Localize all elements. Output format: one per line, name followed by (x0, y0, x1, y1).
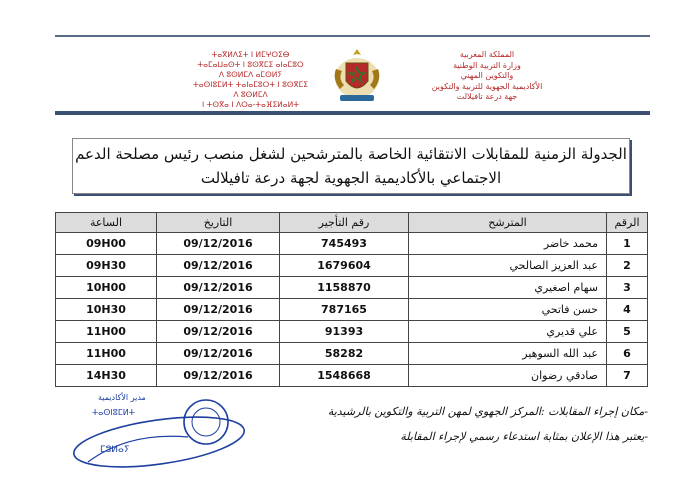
row-number: 1 (607, 233, 648, 255)
payroll-id: 91393 (280, 321, 409, 343)
title-line-2: الاجتماعي بالأكاديمية الجهوية لجهة درعة تافيلالت (200, 169, 502, 187)
payroll-id: 1548668 (280, 365, 409, 387)
candidate-name: عبد الله السوهير (409, 343, 607, 365)
interview-time: 10H30 (56, 299, 157, 321)
payroll-id: 787165 (280, 299, 409, 321)
table-row (56, 255, 648, 277)
row-number: 2 (607, 255, 648, 277)
stamp-signature: ⵎⵓⵍⴰⵢ (100, 445, 130, 455)
column-header-number: الرقم (607, 213, 648, 233)
table-header-row (56, 213, 648, 233)
table-row (56, 343, 648, 365)
interview-date: 09/12/2016 (157, 365, 280, 387)
note-official-invitation: -يعتبر هذا الإعلان بمثابة استدعاء رسمي لإجراء المقابلة (400, 430, 648, 443)
document-title (72, 138, 630, 194)
org-line: المملكة المغربية (459, 50, 515, 59)
column-header-payroll-id: رقم التأجير (280, 213, 409, 233)
payroll-id: 1158870 (280, 277, 409, 299)
interview-time: 14H30 (56, 365, 157, 387)
letterhead-arabic (392, 50, 582, 103)
row-number: 4 (607, 299, 648, 321)
letterhead-tifinagh: ⵜⴰⴳⵍⴷⵉⵜ ⵏ ⵍⵎⵖⵔⵉⴱ ⵜⴰⵎⴰⵡⴰⵙⵜ ⵏ ⵓⵙⴳⵎⵉ ⴰⵏⴰⵎⵓⵔ ⴷ ⵓⵙⵍⵎⴷ ⴰⵎⵙⵍⵢ ⵜⴰⵙⵏⵓⵎⵍⵜ ⵜⴰⵏⴰⵎⵓⵔⵜ ⵏ ⵓⵙⴳⵎⵉ ⴷ ⵓⵙⵍⵎⴷ ⵏ ⵜⵙⴳⴰ ⵏ ⴷⵔⴰ-ⵜⴰⴼⵉⵍⴰⵍⵜ (192, 50, 308, 109)
interview-date: 09/12/2016 (157, 299, 280, 321)
org-line: والتكوين المهني (460, 71, 514, 80)
stamp-tifinagh: ⵜⴰⵙⵏⵓⵎⵍⵜ (92, 408, 135, 417)
interview-time: 10H00 (56, 277, 157, 299)
row-number: 3 (607, 277, 648, 299)
interview-date: 09/12/2016 (157, 321, 280, 343)
column-header-candidate: المترشح (409, 213, 607, 233)
column-header-time: الساعة (56, 213, 157, 233)
interview-schedule-table (55, 212, 648, 387)
table-row (56, 277, 648, 299)
candidate-name: عبد العزيز الصالحي (409, 255, 607, 277)
org-line: الأكاديمية الجهوية للتربية والتكوين (431, 81, 543, 91)
interview-date: 09/12/2016 (157, 277, 280, 299)
row-number: 5 (607, 321, 648, 343)
table-row (56, 365, 648, 387)
official-stamp-icon (68, 392, 250, 478)
row-number: 6 (607, 343, 648, 365)
column-header-date: التاريخ (157, 213, 280, 233)
stamp-title: مدير الأكاديمية (98, 393, 146, 402)
interview-date: 09/12/2016 (157, 233, 280, 255)
title-line-1: الجدولة الزمنية للمقابلات الانتقائية الخاصة بالمترشحين لشغل منصب رئيس مصلحة الدعم (75, 145, 627, 163)
interview-date: 09/12/2016 (157, 255, 280, 277)
candidate-name: سهام اصغيري (409, 277, 607, 299)
table-row (56, 321, 648, 343)
interview-time: 11H00 (56, 321, 157, 343)
org-line: وزارة التربية الوطنية (453, 60, 521, 70)
note-interview-location: -مكان إجراء المقابلات :المركز الجهوي لمهن التربية والتكوين بالرشيدية (327, 405, 648, 418)
row-number: 7 (607, 365, 648, 387)
table-row (56, 299, 648, 321)
payroll-id: 1679604 (280, 255, 409, 277)
candidate-name: علي قديري (409, 321, 607, 343)
interview-time: 09H30 (56, 255, 157, 277)
org-line: جهة درعة تافيلالت (456, 92, 518, 101)
candidate-name: حسن فاتحي (409, 299, 607, 321)
payroll-id: 745493 (280, 233, 409, 255)
coat-of-arms-icon (328, 45, 386, 105)
candidate-name: صادقي رضوان (409, 365, 607, 387)
payroll-id: 58282 (280, 343, 409, 365)
interview-date: 09/12/2016 (157, 343, 280, 365)
table-row (56, 233, 648, 255)
interview-time: 11H00 (56, 343, 157, 365)
candidate-name: محمد خاضر (409, 233, 607, 255)
interview-time: 09H00 (56, 233, 157, 255)
